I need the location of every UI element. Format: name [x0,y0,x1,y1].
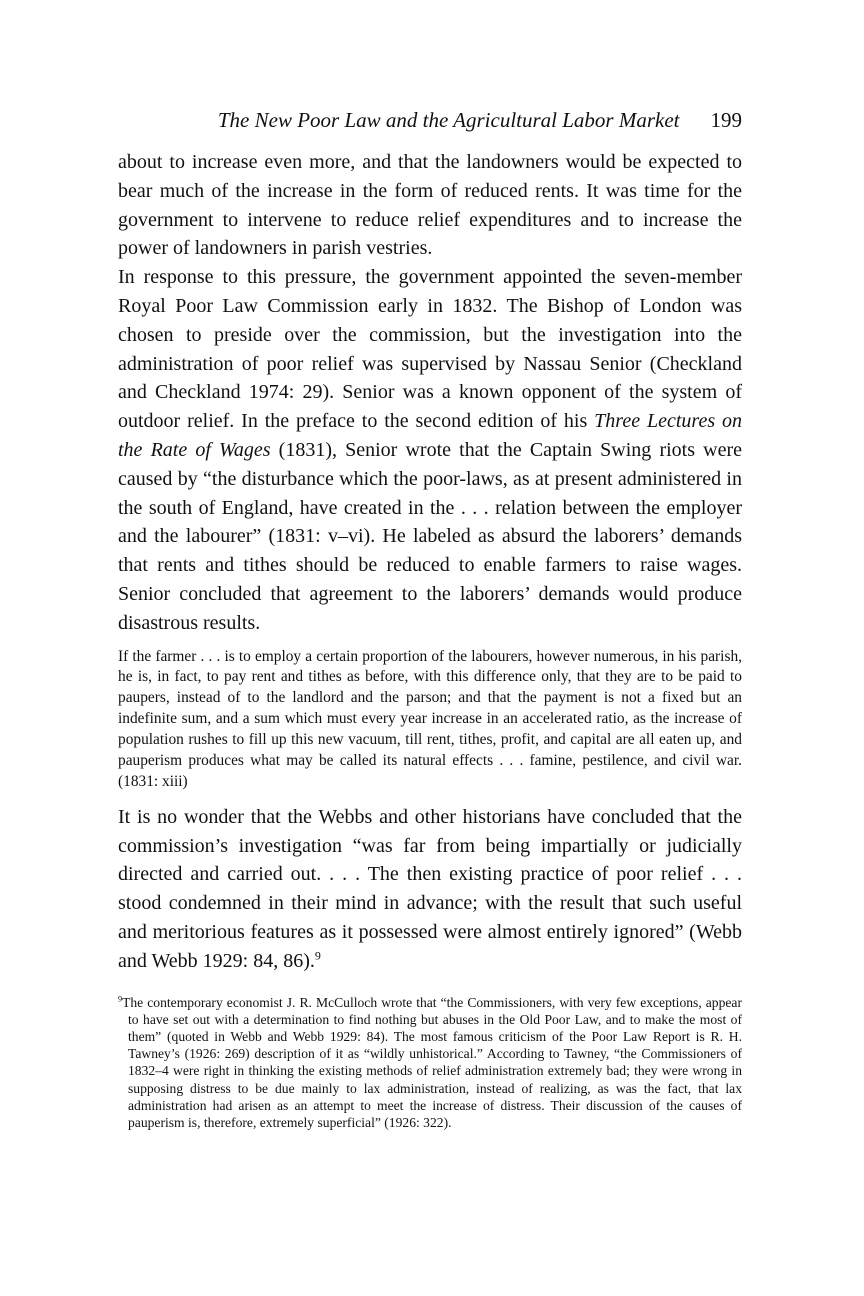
page-number: 199 [710,108,742,132]
running-head [118,108,742,138]
book-title: Three Lectures on the Rate of Wages [118,410,742,461]
paragraph-webbs-text: It is no wonder that the Webbs and other historians have concluded that the commission’s investigation “was far from being impartially or judicially directed and carried out. . . . The then existing practice of poor relief . . . stood condemned in their mind in advance; with the result that such useful and meritorious features as it possessed were almost entirely ignored” (Webb and Webb 1929: 84, 86). [118,805,742,972]
block-quotation: If the farmer . . . is to employ a certain proportion of the labourers, however numerous, in his parish, he is, in fact, to pay rent and tithes as before, with this difference only, that they are to be paid to paupers, instead of to the landlord and the parson; and that the payment is not a fixed but an indefinite sum, and a sum which must every year increase in an accelerated ratio, as the increase of population rushes to fill up this new vacuum, till rent, tithes, profit, and capital are all eaten up, and pauperism produces what may be called its natural effects . . . famine, pestilence, and civil war. (1831: xiii) [118,647,742,790]
book-page [118,108,742,1131]
paragraph-commission [118,263,742,637]
paragraph-webbs [118,803,742,976]
paragraph-commission-part-1: In response to this pressure, the government appointed the seven-member Royal Poor Law Commission early in 1832. The Bishop of London was chosen to preside over the commission, but the investigation into the administration of poor relief was supervised by Nassau Senior (Checkland and Checkland 1974: 29). Senior was a known opponent of the system of outdoor relief. In the preface to the second edition of his [118,266,742,433]
running-title: The New Poor Law and the Agricultural Labor Market [217,108,680,132]
paragraph-commission-part-2: (1831), Senior wrote that the Captain Swing riots were caused by “the disturbance which the poor-laws, as at present administered in the south of England, have created in the . . . relation between the employer and the labourer” (1831: v–vi). He labeled as absurd the laborers’ demands that rents and tithes should be reduced to enable farmers to raise wages. Senior concluded that agreement to the laborers’ demands would produce disastrous results. [118,438,742,634]
footnote-text: The contemporary economist J. R. McCulloch wrote that “the Commissioners, with very few exceptions, appear to have set out with a determination to find nothing but abuses in the Old Poor Law, and to make the most of them” (quoted in Webb and Webb 1929: 84). The most famous criticism of the Poor Law Report is R. H. Tawney’s (1926: 269) description of it as “wildly unhistorical.” According to Tawney, “the Commissioners of 1832–4 were right in thinking the existing methods of relief administration extremely bad; they were wrong in supposing distress to be due mainly to lax administration, instead of realizing, as was the fact, that lax administration had arisen as an attempt to meet the increase of distress. Their discussion of the causes of pauperism is, therefore, extremely superficial” (1926: 322). [122,994,742,1131]
footnote [118,994,742,1132]
paragraph-continued: about to increase even more, and that the landowners would be expected to bear much of the increase in the form of reduced rents. It was time for the government to intervene to reduce relief expenditures and to increase the power of landowners in parish vestries. [118,151,742,260]
footnote-reference: 9 [314,948,321,963]
footnote-marker: 9 [118,994,123,1004]
